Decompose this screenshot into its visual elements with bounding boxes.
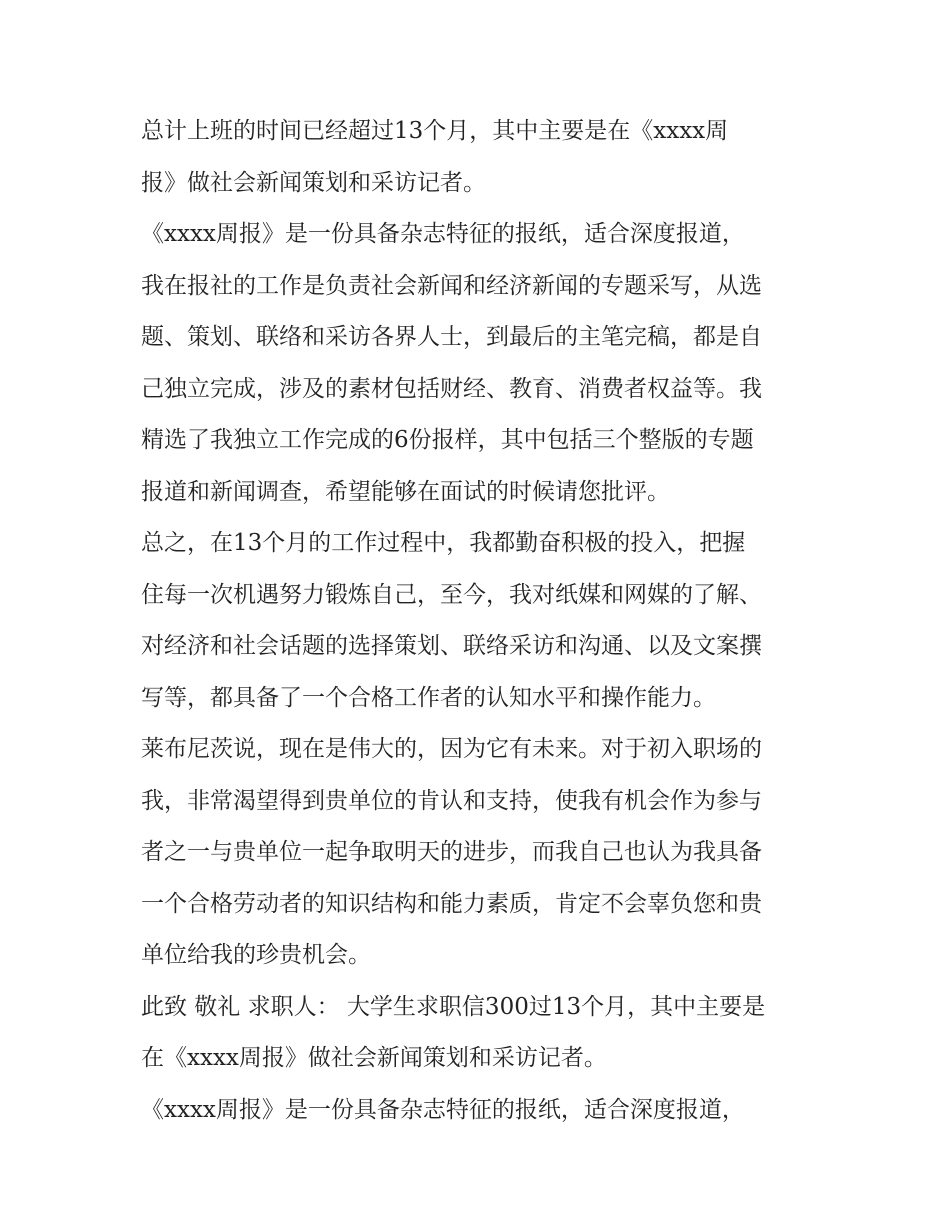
- text-line: 报道和新闻调查，希望能够在面试的时候请您批评。: [141, 478, 670, 505]
- text-line: 《xxxx周报》是一份具备杂志特征的报纸，适合深度报道，: [141, 221, 745, 247]
- text-line: 《xxxx周报》是一份具备杂志特征的报纸，适合深度报道，: [141, 1096, 745, 1123]
- text-line: 住每一次机遇努力锻炼自己，至今，我对纸媒和网媒的了解、: [141, 581, 762, 608]
- text-line: 单位给我的珍贵机会。: [141, 942, 371, 968]
- text-line: 题、策划、联络和采访各界人士，到最后的主笔完稿，都是自: [141, 324, 762, 350]
- text-line: 者之一与贵单位一起争取明天的进步，而我自己也认为我具备: [141, 839, 762, 865]
- text-line: 己独立完成，涉及的素材包括财经、教育、消费者权益等。我: [141, 375, 762, 402]
- text-line: 对经济和社会话题的选择策划、联络采访和沟通、以及文案撰: [141, 633, 762, 659]
- text-line: 我在报社的工作是负责社会新闻和经济新闻的专题采写，从选: [141, 272, 762, 299]
- text-line: 总计上班的时间已经超过13个月，其中主要是在《xxxx周: [141, 118, 729, 144]
- text-line: 精选了我独立工作完成的6份报样，其中包括三个整版的专题: [141, 427, 754, 453]
- text-line: 总之，在13个月的工作过程中，我都勤奋积极的投入，把握: [141, 530, 746, 556]
- text-line: 报》做社会新闻策划和采访记者。: [141, 169, 486, 196]
- text-line: 在《xxxx周报》做社会新闻策划和采访记者。: [141, 1045, 607, 1071]
- text-line: 此致 敬礼 求职人： 大学生求职信300过13个月，其中主要是: [141, 993, 766, 1020]
- text-line: 写等，都具备了一个合格工作者的认知水平和操作能力。: [141, 684, 716, 711]
- letter-body: [141, 106, 821, 1136]
- text-line: 莱布尼茨说，现在是伟大的，因为它有未来。对于初入职场的: [141, 736, 762, 762]
- text-line: 一个合格劳动者的知识结构和能力素质，肯定不会辜负您和贵: [141, 890, 762, 917]
- text-line: 我，非常渴望得到贵单位的肯认和支持，使我有机会作为参与: [141, 787, 762, 814]
